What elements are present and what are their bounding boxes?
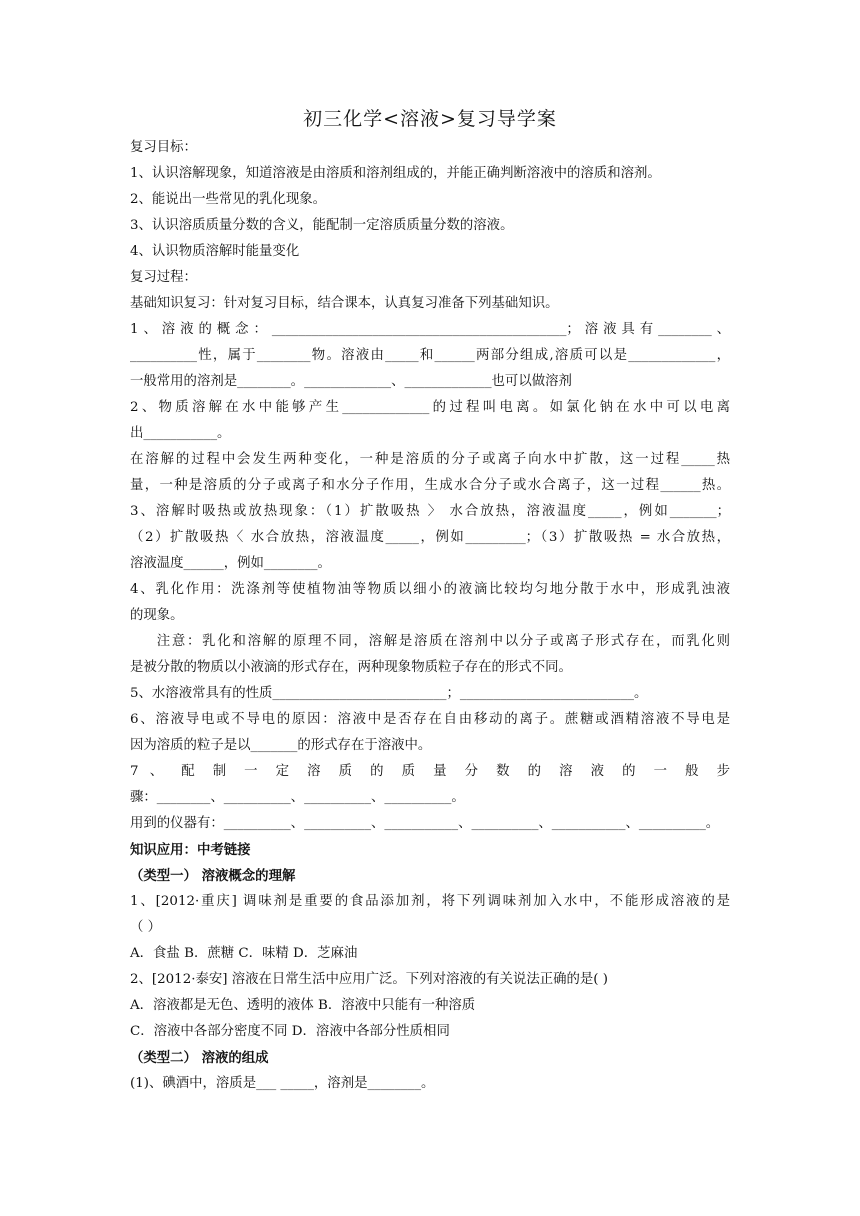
subsection-heading: （类型二） 溶液的组成	[130, 1050, 269, 1066]
text-line: 5、水溶液常具有的性质__________________________；__________________________。	[130, 686, 648, 701]
note-line: 注意：乳化和溶解的原理不同，溶解是溶质在溶剂中以分子或离子形式存在，而乳化则	[156, 634, 730, 649]
text-line: 2、能说出一些常见的乳化现象。	[130, 192, 326, 207]
text-line: 2、物质溶解在水中能够产生_____________的过程叫电离。如氯化钠在水中可以电离	[130, 400, 730, 415]
text-line: 骤：________、__________、__________、__________。	[130, 790, 465, 805]
document-body	[130, 135, 730, 1097]
question-line: 1、[2012·重庆] 调味剂是重要的食品添加剂，将下列调味剂加入水中，不能形成溶液的是	[130, 894, 730, 909]
question-line: 2、[2012·泰安] 溶液在日常生活中应用广泛。下列对溶液的有关说法正确的是( )	[130, 972, 608, 987]
text-line: (1)、碘酒中，溶质是___ _____，溶剂是________。	[130, 1076, 435, 1091]
text-line: 3、认识溶质质量分数的含义，能配制一定溶质质量分数的溶液。	[130, 218, 514, 233]
text-line: 复习过程：	[130, 270, 197, 285]
text-line: 因为溶质的粒子是以_______的形式存在于溶液中。	[130, 738, 432, 753]
text-line: 基础知识复习：针对复习目标，结合课本，认真复习准备下列基础知识。	[130, 296, 559, 311]
text-line: __________性，属于________物。溶液由_____和______两部分组成,溶质可以是_____________，	[130, 348, 730, 363]
text-line: 4、认识物质溶解时能量变化	[130, 244, 300, 259]
text-line: 出___________。	[130, 426, 231, 441]
text-line: 1、认识溶解现象，知道溶液是由溶质和溶剂组成的，并能正确判断溶液中的溶质和溶剂。	[130, 166, 661, 181]
text-line: 用到的仪器有：__________、__________、___________、__________、___________、__________。	[130, 816, 720, 831]
options-line: A．溶液都是无色、透明的液体 B．溶液中只能有一种溶质	[130, 998, 476, 1013]
document-title: 初三化学<溶液>复习导学案	[303, 108, 557, 130]
subsection-heading: （类型一） 溶液概念的理解	[130, 868, 296, 884]
text-line: 7 、 配 制 一 定 溶 质 的 质 量 分 数 的 溶 液 的 一 般 步	[130, 764, 730, 779]
text-line: （2）扩散吸热〈 水合放热，溶液温度_____，例如_________；（3）扩散吸热 = 水合放热，	[130, 530, 730, 545]
options-line: C．溶液中各部分密度不同 D．溶液中各部分性质相同	[130, 1024, 450, 1039]
text-line: 的现象。	[130, 608, 184, 623]
text-line: 在溶解的过程中会发生两种变化，一种是溶质的分子或离子向水中扩散，这一过程_____热	[130, 452, 730, 467]
text-line: 量，一种是溶质的分子或离子和水分子作用，生成水合分子或水合离子，这一过程______热。	[130, 478, 730, 493]
text-line: 是被分散的物质以小液滴的形式存在，两种现象物质粒子存在的形式不同。	[130, 660, 572, 675]
text-line: 1、溶液的概念：____________________________________________；溶液具有________、	[130, 322, 730, 337]
text-line: 3、溶解时吸热或放热现象：（1）扩散吸热 〉 水合放热，溶液温度_____，例如_______；	[130, 504, 730, 519]
text-line: 复习目标：	[130, 140, 197, 155]
text-line: 一般常用的溶剂是________。_____________、_____________也可以做溶剂	[130, 374, 572, 389]
options-line: A．食盐 B．蔗糖 C．味精 D．芝麻油	[130, 946, 358, 961]
text-line: 4、乳化作用：洗涤剂等使植物油等物质以细小的液滴比较均匀地分散于水中，形成乳浊液	[130, 582, 730, 597]
text-line: 6、溶液导电或不导电的原因：溶液中是否存在自由移动的离子。蔗糖或酒精溶液不导电是	[130, 712, 730, 727]
answer-bracket: （ ）	[130, 920, 162, 935]
section-heading: 知识应用：中考链接	[130, 842, 251, 858]
text-line: 溶液温度______，例如________。	[130, 556, 331, 571]
